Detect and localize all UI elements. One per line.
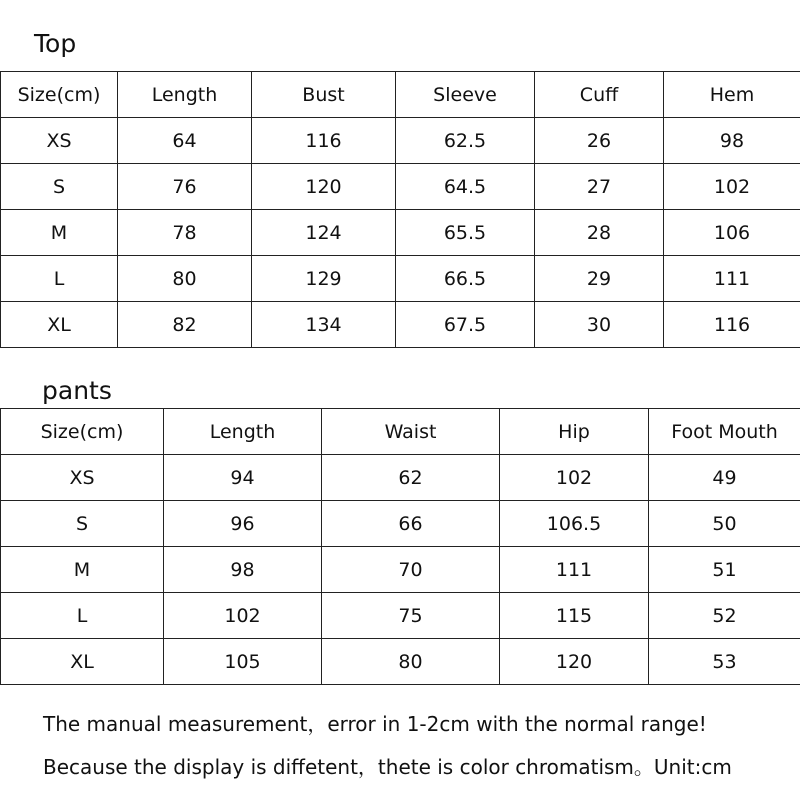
table-header-row bbox=[1, 72, 800, 118]
column-header: Hip bbox=[500, 409, 649, 455]
pants-section-title: pants bbox=[42, 376, 112, 405]
table-cell: 120 bbox=[500, 639, 649, 685]
table-cell: 98 bbox=[664, 118, 800, 164]
table-cell: 67.5 bbox=[396, 302, 535, 348]
size-label-cell: XL bbox=[1, 302, 118, 348]
table-cell: 66.5 bbox=[396, 256, 535, 302]
table-cell: 106.5 bbox=[500, 501, 649, 547]
size-label-cell: S bbox=[1, 164, 118, 210]
table-cell: 116 bbox=[252, 118, 396, 164]
table-cell: 62 bbox=[322, 455, 500, 501]
table-cell: 102 bbox=[164, 593, 322, 639]
table-cell: 102 bbox=[500, 455, 649, 501]
table-cell: 111 bbox=[664, 256, 800, 302]
table-cell: 134 bbox=[252, 302, 396, 348]
column-header: Size(cm) bbox=[1, 409, 164, 455]
table-cell: 98 bbox=[164, 547, 322, 593]
table-cell: 80 bbox=[322, 639, 500, 685]
top-size-table bbox=[0, 71, 800, 348]
table-cell: 78 bbox=[118, 210, 252, 256]
table-cell: 129 bbox=[252, 256, 396, 302]
table-cell: 66 bbox=[322, 501, 500, 547]
table-row bbox=[1, 455, 800, 501]
table-cell: 62.5 bbox=[396, 118, 535, 164]
table-cell: 30 bbox=[535, 302, 664, 348]
size-label-cell: M bbox=[1, 210, 118, 256]
table-cell: 105 bbox=[164, 639, 322, 685]
table-cell: 49 bbox=[649, 455, 800, 501]
table-cell: 64.5 bbox=[396, 164, 535, 210]
table-cell: 50 bbox=[649, 501, 800, 547]
table-cell: 28 bbox=[535, 210, 664, 256]
table-cell: 106 bbox=[664, 210, 800, 256]
column-header: Foot Mouth bbox=[649, 409, 800, 455]
column-header: Waist bbox=[322, 409, 500, 455]
size-label-cell: XL bbox=[1, 639, 164, 685]
table-cell: 116 bbox=[664, 302, 800, 348]
column-header: Sleeve bbox=[396, 72, 535, 118]
column-header: Cuff bbox=[535, 72, 664, 118]
table-row bbox=[1, 593, 800, 639]
table-row bbox=[1, 256, 800, 302]
table-cell: 94 bbox=[164, 455, 322, 501]
table-cell: 65.5 bbox=[396, 210, 535, 256]
size-label-cell: S bbox=[1, 501, 164, 547]
table-cell: 76 bbox=[118, 164, 252, 210]
table-cell: 115 bbox=[500, 593, 649, 639]
table-cell: 27 bbox=[535, 164, 664, 210]
table-cell: 124 bbox=[252, 210, 396, 256]
color-unit-note: Because the display is diffetent，thete is color chromatism。Unit:cm bbox=[43, 755, 732, 779]
size-label-cell: XS bbox=[1, 455, 164, 501]
table-row bbox=[1, 118, 800, 164]
column-header: Length bbox=[118, 72, 252, 118]
table-cell: 29 bbox=[535, 256, 664, 302]
top-section-title: Top bbox=[34, 29, 77, 58]
size-label-cell: L bbox=[1, 593, 164, 639]
table-row bbox=[1, 164, 800, 210]
table-cell: 53 bbox=[649, 639, 800, 685]
table-row bbox=[1, 501, 800, 547]
table-cell: 26 bbox=[535, 118, 664, 164]
pants-size-table bbox=[0, 408, 800, 685]
table-cell: 120 bbox=[252, 164, 396, 210]
table-cell: 102 bbox=[664, 164, 800, 210]
measurement-note: The manual measurement，error in 1-2cm with the normal range! bbox=[43, 712, 707, 736]
table-row bbox=[1, 302, 800, 348]
column-header: Size(cm) bbox=[1, 72, 118, 118]
table-cell: 52 bbox=[649, 593, 800, 639]
table-cell: 75 bbox=[322, 593, 500, 639]
column-header: Hem bbox=[664, 72, 800, 118]
table-cell: 82 bbox=[118, 302, 252, 348]
table-header-row bbox=[1, 409, 800, 455]
table-cell: 80 bbox=[118, 256, 252, 302]
table-cell: 96 bbox=[164, 501, 322, 547]
size-label-cell: XS bbox=[1, 118, 118, 164]
table-cell: 64 bbox=[118, 118, 252, 164]
table-row bbox=[1, 639, 800, 685]
table-cell: 51 bbox=[649, 547, 800, 593]
column-header: Length bbox=[164, 409, 322, 455]
table-row bbox=[1, 547, 800, 593]
table-cell: 111 bbox=[500, 547, 649, 593]
table-row bbox=[1, 210, 800, 256]
column-header: Bust bbox=[252, 72, 396, 118]
size-label-cell: M bbox=[1, 547, 164, 593]
table-cell: 70 bbox=[322, 547, 500, 593]
size-label-cell: L bbox=[1, 256, 118, 302]
